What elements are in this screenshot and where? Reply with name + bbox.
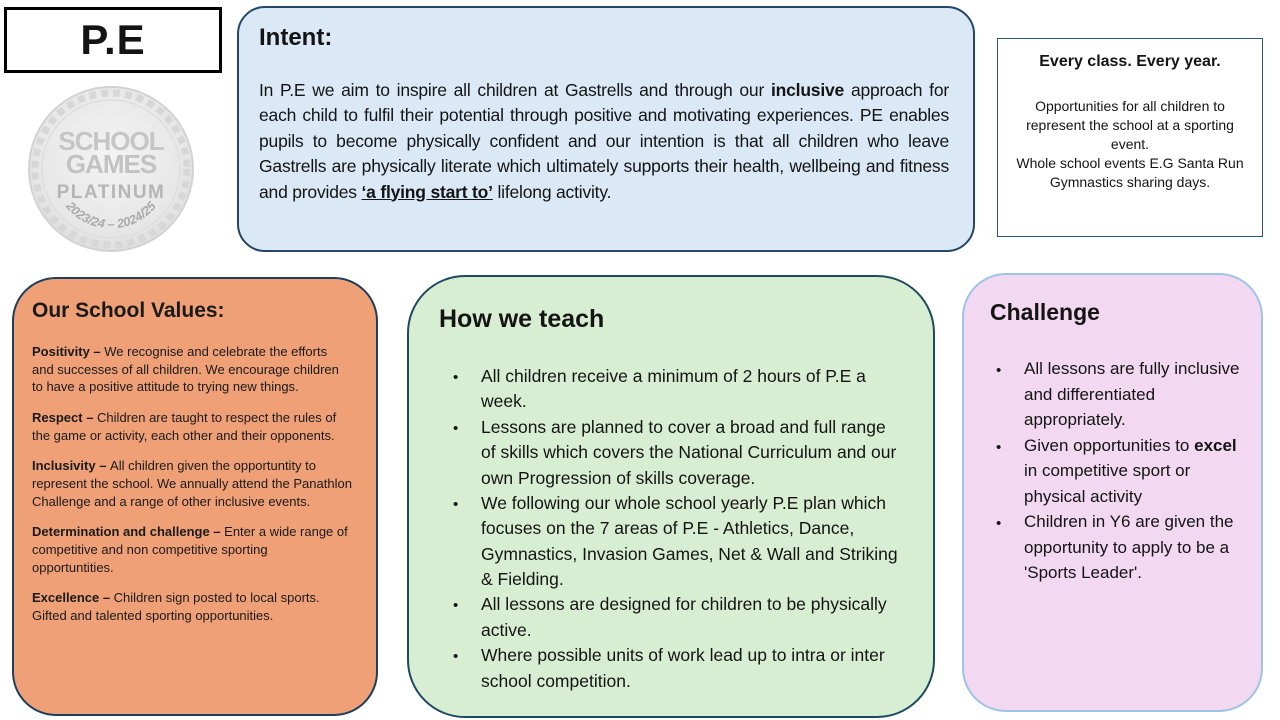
school-games-platinum-badge	[26, 84, 196, 254]
teach-bullet: • Lessons are planned to cover a broad and full range of skills which covers the National Curriculum and our own Progression of skills coverage.	[451, 415, 903, 491]
intent-text-2: approach for each child to fulfil their potential through positive and motivating experiences. PE enables pupils to become physically confident and our intention is that all children who leave Gastrells are physically literate which ultimately supports their health, wellbeing and fitness and provides	[259, 80, 950, 202]
challenge-bullet: • All lessons are fully inclusive and differentiated appropriately.	[994, 356, 1241, 433]
challenge-bullet	[994, 433, 1241, 510]
every-class-line: Opportunities for all children to represent the school at a sporting event.	[1026, 98, 1234, 152]
value-item-positivity	[32, 343, 352, 396]
every-class-heading: Every class. Every year.	[1039, 53, 1221, 70]
challenge-bold-excel: excel	[1194, 435, 1237, 455]
intent-heading: Intent:	[259, 24, 333, 51]
intent-box	[237, 6, 975, 252]
challenge-list	[988, 356, 1241, 586]
page-title: P.E	[80, 16, 146, 63]
medal-icon	[26, 84, 196, 254]
every-class-line: Gymnastics sharing days.	[1049, 173, 1211, 190]
challenge-bullet-text: in competitive sport or physical activity	[1024, 461, 1191, 506]
value-label: Positivity –	[32, 344, 105, 359]
teach-bullet: • We following our whole school yearly P.E plan which focuses on the 7 areas of P.E - Athletics, Dance, Gymnastics, Invasion Games, Net & Wall and Striking & Fielding.	[451, 491, 903, 593]
value-item-inclusivity	[32, 457, 352, 510]
value-text: Children are taught to respect the rules of the game or activity, each other and their opponents.	[32, 410, 337, 443]
school-games-logo-line1: SCHOOL	[58, 126, 164, 156]
intent-bold-flying-start: ‘a flying start to’	[361, 181, 493, 202]
challenge-box	[962, 273, 1263, 712]
school-values-heading: Our School Values:	[32, 299, 225, 322]
value-label: Inclusivity –	[32, 458, 111, 474]
teach-bullet: • All lessons are designed for children to be physically active.	[451, 592, 903, 643]
intent-text-1: In P.E we aim to inspire all children at Gastrells and through our	[259, 80, 771, 100]
challenge-bullet: • Children in Y6 are given the opportunity to apply to be a 'Sports Leader'.	[994, 509, 1241, 586]
intent-text-3: lifelong activity.	[492, 181, 612, 202]
teach-bullet: • Where possible units of work lead up to intra or inter school competition.	[451, 643, 903, 694]
how-we-teach-box	[407, 275, 935, 718]
badge-tier-label: PLATINUM	[56, 182, 166, 203]
how-we-teach-heading: How we teach	[439, 305, 605, 333]
school-games-logo-line2: GAMES	[65, 149, 157, 179]
value-label: Respect –	[32, 410, 98, 426]
value-text: We recognise and celebrate the efforts and successes of all children. We encourage children to have a positive attitude to trying new things.	[32, 344, 339, 395]
teach-bullet: • All children receive a minimum of 2 hours of P.E a week.	[451, 364, 903, 415]
challenge-bullet-text: Given opportunities to	[1024, 435, 1195, 455]
challenge-heading: Challenge	[990, 299, 1100, 325]
every-class-body	[1008, 97, 1252, 191]
value-item-excellence	[32, 589, 352, 624]
every-class-line: Whole school events E.G Santa Run	[1016, 154, 1244, 171]
value-item-determination	[32, 523, 352, 576]
pe-title-box	[4, 7, 222, 73]
value-label: Excellence –	[32, 590, 114, 606]
intent-bold-inclusive: inclusive	[770, 80, 845, 100]
how-we-teach-list	[439, 364, 903, 694]
value-text: All children given the opportuntity to represent the school. We annually attend the Panathlon Challenge and a range of other inclusive events.	[32, 458, 352, 509]
value-item-respect	[32, 409, 352, 444]
intent-body	[259, 78, 949, 205]
school-values-box	[12, 277, 378, 716]
badge-years-text: 2023/24 – 2024/25	[63, 199, 159, 232]
value-text: Children sign posted to local sports. Gifted and talented sporting opportunities.	[32, 590, 320, 624]
every-class-box	[997, 38, 1263, 237]
value-label: Determination and challenge –	[32, 524, 225, 540]
value-text: Enter a wide range of competitive and non competitive sporting opportuntities.	[32, 524, 348, 575]
